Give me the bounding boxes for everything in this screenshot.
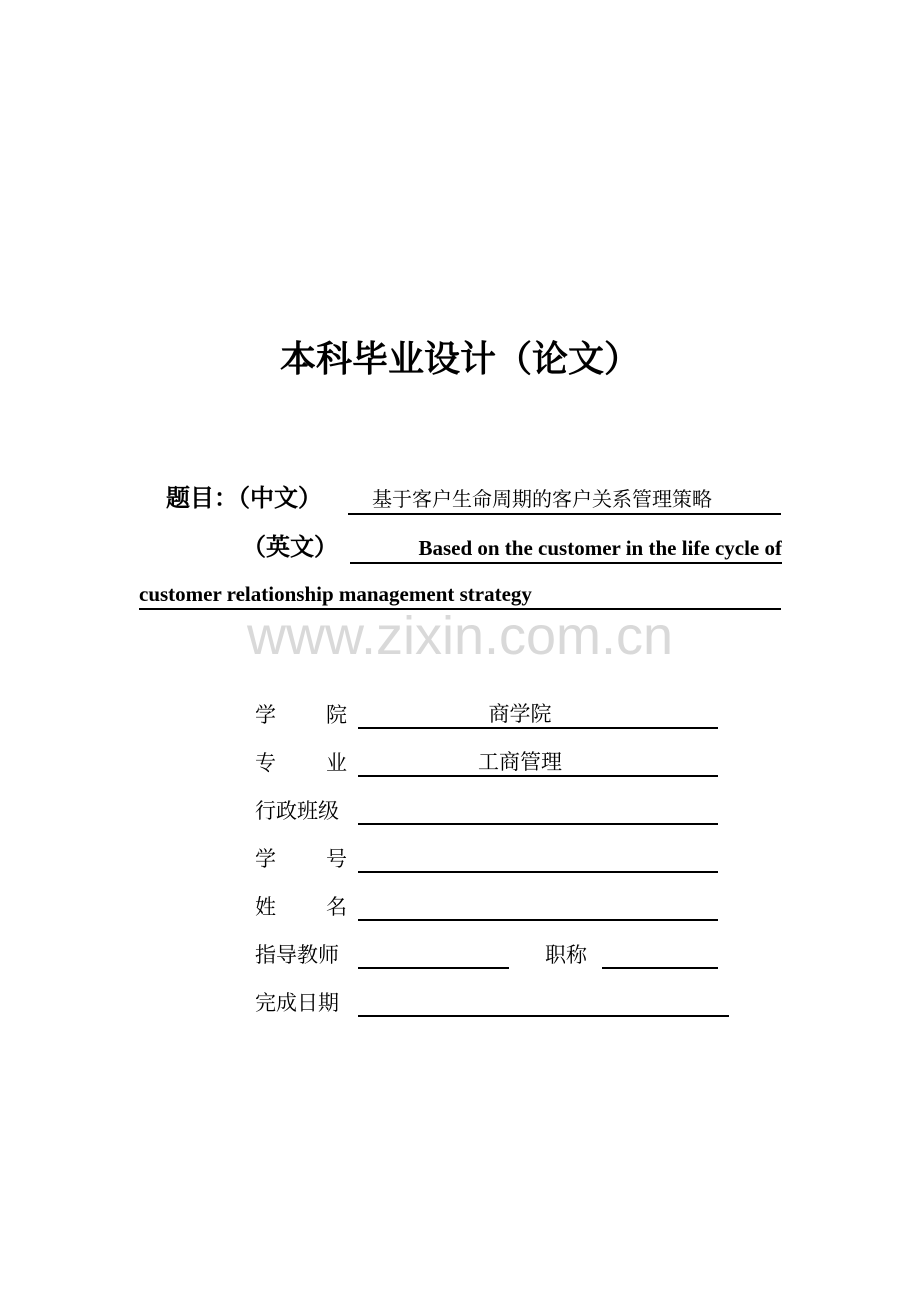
watermark: www.zixin.com.cn	[246, 606, 674, 666]
title-cn-line	[348, 485, 781, 515]
major-label-b: 业	[326, 751, 347, 775]
major-value: 工商管理	[478, 750, 562, 774]
page-title: 本科毕业设计（论文）	[279, 339, 640, 380]
class-label: 行政班级	[255, 799, 339, 823]
major-label-a: 专	[255, 751, 276, 775]
college-label-b: 院	[326, 703, 347, 727]
title-rank-label: 职称	[545, 943, 587, 967]
title-cn-label: 题目：（中文）	[166, 484, 322, 512]
title-en-value-2: customer relationship management strategy	[139, 582, 532, 606]
advisor-label: 指导教师	[255, 943, 339, 967]
major-field	[358, 749, 718, 777]
name-label-a: 姓	[255, 895, 276, 919]
college-label-a: 学	[255, 703, 276, 727]
title-rank-field	[602, 941, 718, 969]
name-field	[358, 893, 718, 921]
major-label	[255, 748, 347, 778]
advisor-field	[358, 941, 509, 969]
name-label	[255, 892, 347, 922]
title-en-line-1	[350, 534, 782, 564]
title-cn-value: 基于客户生命周期的客户关系管理策略	[372, 487, 712, 511]
college-label	[255, 700, 347, 730]
college-value: 商学院	[488, 702, 552, 726]
student-id-label-a: 学	[255, 847, 276, 871]
date-label: 完成日期	[255, 991, 339, 1015]
title-en-value-1: Based on the customer in the life cycle of	[418, 536, 782, 560]
date-field	[358, 989, 729, 1017]
class-field	[358, 797, 718, 825]
student-id-label-b: 号	[326, 847, 347, 871]
name-label-b: 名	[326, 895, 347, 919]
student-id-field	[358, 845, 718, 873]
college-field	[358, 701, 718, 729]
student-id-label	[255, 844, 347, 874]
title-en-label: （英文）	[242, 533, 338, 561]
